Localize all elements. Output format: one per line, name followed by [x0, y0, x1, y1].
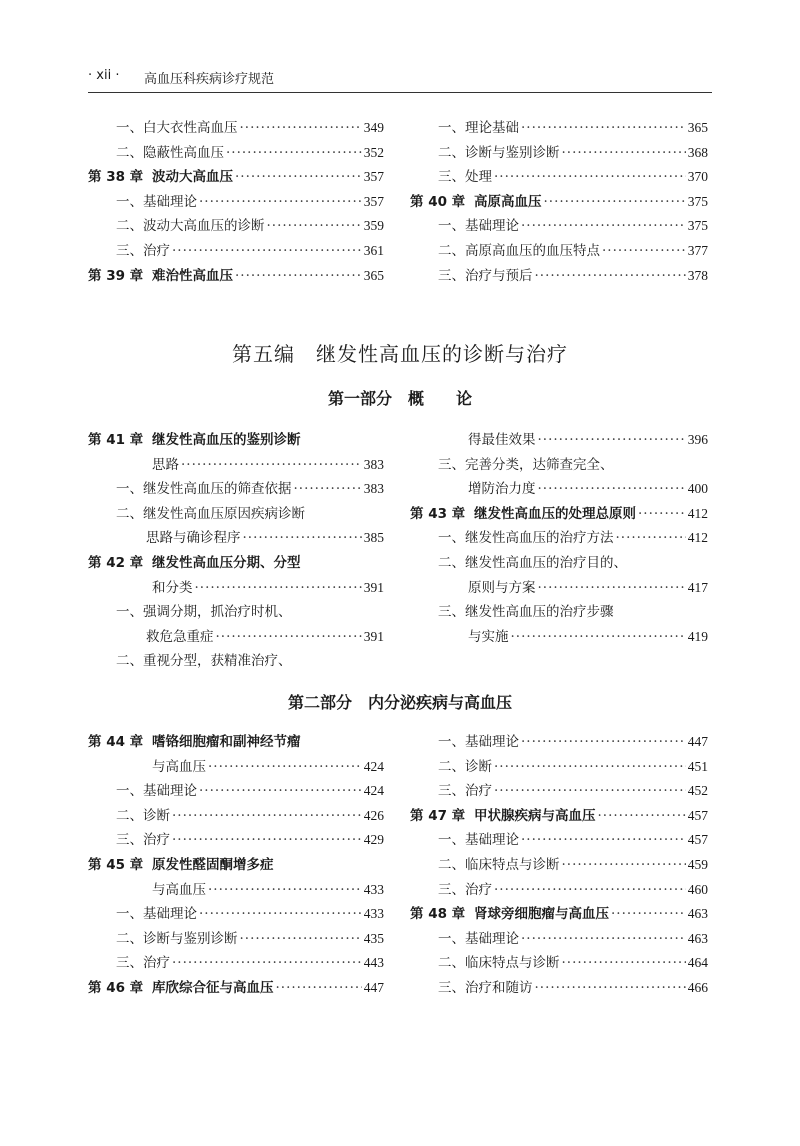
- toc-entry-label: 三、治疗和随访: [438, 980, 533, 996]
- toc-entry-label: 一、基础理论: [116, 193, 197, 210]
- page-number: 433: [363, 906, 384, 922]
- chapter-title: 继发性高血压的处理总原则: [474, 505, 636, 522]
- chapter-title: 肾球旁细胞瘤与高血压: [474, 906, 609, 923]
- toc-entry-label: [88, 264, 233, 288]
- dot-leader: [172, 828, 362, 852]
- toc-entry-label: 一、强调分期，抓治疗时机、: [116, 604, 292, 621]
- toc-section-entry[interactable]: [438, 779, 708, 803]
- toc-section-entry[interactable]: [152, 453, 384, 477]
- toc-entry-label: [88, 551, 301, 575]
- dot-leader: [172, 804, 362, 828]
- toc-entry-label: 三、处理: [438, 169, 492, 186]
- toc-section-entry[interactable]: [116, 214, 384, 238]
- toc-chapter-entry[interactable]: [88, 730, 384, 754]
- toc-entry-label: 一、基础理论: [438, 832, 519, 849]
- toc-entry-label: 二、诊断: [438, 758, 492, 775]
- chapter-number: 第 41 章: [88, 432, 144, 448]
- toc-entry-label: 二、继发性高血压的治疗目的、: [438, 555, 627, 571]
- dot-leader: [294, 477, 362, 501]
- chapter-title: 库欣综合征与高血压: [152, 980, 274, 996]
- toc-section-entry[interactable]: [146, 526, 384, 550]
- toc-section-entry[interactable]: [116, 828, 384, 852]
- toc-section-entry[interactable]: [116, 927, 384, 951]
- toc-section-entry[interactable]: [468, 428, 708, 452]
- dot-leader: [267, 214, 362, 238]
- page-number: 429: [363, 832, 384, 848]
- toc-chapter-entry[interactable]: [88, 428, 384, 452]
- page-number: 457: [687, 807, 708, 823]
- chapter-title: 嗜铬细胞瘤和副神经节瘤: [152, 734, 301, 750]
- toc-entry-label: 一、基础理论: [116, 906, 197, 923]
- chapter-title: 难治性高血压: [152, 267, 233, 284]
- toc-section-entry[interactable]: [438, 755, 708, 779]
- dot-leader: [208, 878, 362, 902]
- toc-entry-label: 二、继发性高血压原因疾病诊断: [116, 505, 305, 522]
- toc-chapter-entry[interactable]: [410, 902, 708, 926]
- toc-section-entry[interactable]: [116, 190, 384, 214]
- toc-entry-label: [410, 502, 636, 526]
- page-number: 375: [687, 218, 708, 234]
- dot-leader: [521, 116, 686, 140]
- page-number: 412: [687, 530, 708, 546]
- toc-section-entry[interactable]: [116, 951, 384, 975]
- toc-entry-label: [88, 165, 233, 189]
- chapter-number: 第 47 章: [410, 807, 466, 824]
- dot-leader: [562, 853, 686, 877]
- chapter-number: 第 46 章: [88, 980, 144, 996]
- toc-entry-label: 三、完善分类，达筛查完全、: [438, 456, 614, 473]
- toc-entry-label: 与高血压: [152, 758, 206, 775]
- dot-leader: [494, 165, 686, 189]
- toc-section-entry[interactable]: [438, 116, 708, 140]
- toc-section-entry[interactable]: [438, 927, 708, 951]
- page-number: 391: [363, 628, 384, 644]
- chapter-number: 第 45 章: [88, 857, 144, 873]
- page-number: 459: [687, 857, 708, 872]
- toc-entry-label: 二、高原高血压的血压特点: [438, 243, 600, 259]
- toc-section-entry[interactable]: [438, 165, 708, 189]
- toc-section-entry[interactable]: [438, 141, 708, 165]
- chapter-title: 高原高血压: [474, 193, 542, 210]
- page-number: 466: [687, 980, 708, 995]
- toc-entry-label: [410, 902, 609, 926]
- dot-leader: [538, 477, 686, 501]
- toc-entry-label: 一、基础理论: [116, 783, 197, 800]
- dot-leader: [598, 804, 686, 828]
- dot-leader: [181, 453, 362, 477]
- page-number: 378: [687, 267, 708, 283]
- toc-section-entry[interactable]: [116, 649, 384, 673]
- toc-entry-label: 三、治疗: [116, 955, 170, 972]
- dot-leader: [199, 902, 362, 926]
- toc-entry-label: 三、治疗: [116, 243, 170, 259]
- toc-section-entry[interactable]: [116, 116, 384, 140]
- dot-leader: [616, 526, 686, 550]
- toc-entry-label: 二、波动大高血压的诊断: [116, 218, 265, 235]
- toc-entry-label: 二、诊断与鉴别诊断: [116, 930, 238, 947]
- dot-leader: [226, 141, 362, 165]
- page-number: 383: [363, 456, 384, 472]
- page-number: 365: [363, 267, 384, 283]
- page-number: 447: [687, 734, 708, 749]
- toc-section-entry[interactable]: [438, 526, 708, 550]
- dot-leader: [172, 951, 362, 975]
- dot-leader: [521, 214, 686, 238]
- toc-entry-label: 二、隐蔽性高血压: [116, 144, 224, 161]
- page-number: 365: [687, 120, 708, 135]
- dot-leader: [195, 576, 362, 600]
- chapter-title: 继发性高血压分期、分型: [152, 555, 301, 571]
- page-number: 443: [363, 955, 384, 971]
- toc-entry-label: 思路与确诊程序: [146, 530, 241, 547]
- toc-chapter-entry[interactable]: [88, 264, 384, 288]
- toc-section-entry[interactable]: [468, 576, 708, 600]
- toc-section-entry[interactable]: [116, 600, 384, 624]
- dot-leader: [243, 526, 362, 550]
- dot-leader: [602, 239, 686, 263]
- part1-title: 第一部分 概 论: [327, 389, 472, 408]
- dot-leader: [538, 428, 686, 452]
- toc-entry-label: [410, 804, 596, 828]
- page-number: 357: [363, 193, 384, 209]
- dot-leader: [240, 927, 362, 951]
- page-number: 451: [687, 758, 708, 774]
- toc-entry-label: 一、基础理论: [438, 930, 519, 947]
- toc-section-entry[interactable]: [116, 502, 384, 526]
- page-number: 463: [687, 930, 708, 946]
- dot-leader: [544, 190, 686, 214]
- page-number: 457: [687, 832, 708, 848]
- dot-leader: [538, 576, 686, 600]
- page-number: 464: [687, 955, 708, 971]
- chapter-number: 第 48 章: [410, 906, 466, 923]
- dot-leader: [535, 976, 686, 1000]
- toc-section-entry[interactable]: [438, 951, 708, 975]
- chapter-number: 第 40 章: [410, 193, 466, 210]
- page-number: 352: [363, 144, 384, 160]
- toc-entry-label: 二、重视分型，获精准治疗、: [116, 653, 292, 670]
- page-number: 460: [687, 881, 708, 897]
- toc-entry-label: 二、临床特点与诊断: [438, 955, 560, 972]
- part2-title: 第二部分 内分泌疾病与高血压: [287, 693, 512, 712]
- page-number: 433: [363, 881, 384, 897]
- page-number: 424: [363, 758, 384, 774]
- page-number: 412: [687, 505, 708, 521]
- page-number: 375: [687, 193, 708, 209]
- toc-section-entry[interactable]: [152, 878, 384, 902]
- toc-section-entry[interactable]: [468, 625, 708, 649]
- toc-entry-label: 一、继发性高血压的筛查依据: [116, 481, 292, 498]
- chapter-number: 第 44 章: [88, 734, 144, 750]
- toc-entry-label: 一、继发性高血压的治疗方法: [438, 530, 614, 547]
- toc-section-entry[interactable]: [468, 477, 708, 501]
- toc-entry-label: 一、理论基础: [438, 120, 519, 136]
- dot-leader: [494, 755, 686, 779]
- toc-chapter-entry[interactable]: [88, 976, 384, 1000]
- toc-section-entry[interactable]: [438, 828, 708, 852]
- toc-section-entry[interactable]: [438, 730, 708, 754]
- page-number: 349: [363, 120, 384, 135]
- dot-leader: [216, 625, 362, 649]
- dot-leader: [235, 165, 362, 189]
- toc-chapter-entry[interactable]: [88, 853, 384, 877]
- toc-section-entry[interactable]: [146, 625, 384, 649]
- toc-section-entry[interactable]: [438, 878, 708, 902]
- dot-leader: [521, 927, 686, 951]
- page-number: 377: [687, 243, 708, 258]
- chapter-number: 第 39 章: [88, 267, 144, 284]
- page-number: 426: [363, 807, 384, 823]
- page-number: 424: [363, 783, 384, 799]
- toc-section-entry[interactable]: [116, 141, 384, 165]
- page-number: 368: [687, 144, 708, 160]
- page-number: 400: [687, 481, 708, 497]
- toc-entry-label: 与高血压: [152, 881, 206, 898]
- toc-chapter-entry[interactable]: [410, 190, 708, 214]
- dot-leader: [240, 116, 362, 140]
- toc-entry-label: 与实施: [468, 628, 509, 645]
- toc-section-entry[interactable]: [438, 976, 708, 1000]
- toc-chapter-entry[interactable]: [88, 165, 384, 189]
- page-number: 396: [687, 432, 708, 447]
- dot-leader: [562, 951, 686, 975]
- page-header: [88, 64, 712, 93]
- toc-section-entry[interactable]: [116, 239, 384, 263]
- toc-section-entry[interactable]: [438, 551, 708, 575]
- dot-leader: [494, 779, 686, 803]
- chapter-number: 第 43 章: [410, 505, 466, 522]
- dot-leader: [611, 902, 686, 926]
- page-number: 447: [363, 980, 384, 995]
- chapter-title: 继发性高血压的鉴别诊断: [152, 432, 301, 448]
- toc-entry-label: 一、基础理论: [438, 734, 519, 750]
- page-number: 435: [363, 930, 384, 946]
- page-number: 385: [363, 530, 384, 546]
- toc-section-entry[interactable]: [438, 264, 708, 288]
- page-number: 452: [687, 783, 708, 799]
- dot-leader: [208, 755, 362, 779]
- dot-leader: [172, 239, 362, 263]
- page-number: 359: [363, 218, 384, 234]
- page-number: 357: [363, 169, 384, 185]
- toc-entry-label: 原则与方案: [468, 579, 536, 596]
- dot-leader: [235, 264, 362, 288]
- page-number: 463: [687, 906, 708, 922]
- page-number: 419: [687, 628, 708, 644]
- toc-entry-label: [410, 190, 542, 214]
- toc-chapter-entry[interactable]: [410, 804, 708, 828]
- dot-leader: [521, 730, 686, 754]
- page-number: 417: [687, 579, 708, 595]
- toc-section-entry[interactable]: [438, 600, 708, 624]
- toc-section-entry[interactable]: [152, 576, 384, 600]
- section-title: 第五编 继发性高血压的诊断与治疗: [232, 342, 568, 366]
- toc-section-entry[interactable]: [116, 902, 384, 926]
- page-number: 391: [363, 579, 384, 595]
- toc-entry-label: 一、白大衣性高血压: [116, 120, 238, 136]
- dot-leader: [199, 779, 362, 803]
- dot-leader: [562, 141, 686, 165]
- toc-entry-label: 一、基础理论: [438, 218, 519, 235]
- toc-entry-label: 增防治力度: [468, 481, 536, 498]
- page-number: 383: [363, 481, 384, 497]
- toc-entry-label: 三、继发性高血压的治疗步骤: [438, 604, 614, 621]
- toc-entry-label: 三、治疗: [438, 881, 492, 898]
- dot-leader: [638, 502, 686, 526]
- toc-section-entry[interactable]: [116, 779, 384, 803]
- toc-entry-label: 三、治疗: [116, 832, 170, 849]
- toc-entry-label: 和分类: [152, 579, 193, 596]
- page-number-roman: · xii ·: [88, 68, 120, 83]
- toc-entry-label: 三、治疗: [438, 783, 492, 800]
- toc-section-entry[interactable]: [116, 477, 384, 501]
- toc-entry-label: 二、诊断与鉴别诊断: [438, 144, 560, 161]
- toc-entry-label: [88, 428, 301, 452]
- chapter-number: 第 42 章: [88, 555, 144, 571]
- toc-section-entry[interactable]: [438, 853, 708, 877]
- toc-entry-label: [88, 730, 301, 754]
- toc-chapter-entry[interactable]: [410, 502, 708, 526]
- toc-entry-label: [88, 853, 274, 877]
- chapter-number: 第 38 章: [88, 169, 144, 186]
- toc-section-entry[interactable]: [438, 214, 708, 238]
- dot-leader: [511, 625, 686, 649]
- toc-entry-label: 思路: [152, 456, 179, 473]
- dot-leader: [199, 190, 362, 214]
- toc-entry-label: 三、治疗与预后: [438, 267, 533, 284]
- chapter-title: 波动大高血压: [152, 169, 233, 186]
- toc-entry-label: [88, 976, 274, 1000]
- dot-leader: [521, 828, 686, 852]
- chapter-title: 原发性醛固酮增多症: [152, 857, 274, 873]
- toc-chapter-entry[interactable]: [88, 551, 384, 575]
- running-title: 高血压科疾病诊疗规范: [144, 72, 275, 87]
- toc-entry-label: 救危急重症: [146, 628, 214, 645]
- dot-leader: [276, 976, 362, 1000]
- toc-section-entry[interactable]: [438, 453, 708, 477]
- chapter-title: 甲状腺疾病与高血压: [474, 807, 596, 824]
- page-number: 370: [687, 169, 708, 185]
- toc-section-entry[interactable]: [116, 804, 384, 828]
- toc-section-entry[interactable]: [152, 755, 384, 779]
- dot-leader: [535, 264, 686, 288]
- toc-entry-label: 得最佳效果: [468, 432, 536, 448]
- page-number: 361: [363, 243, 384, 258]
- toc-entry-label: 二、诊断: [116, 807, 170, 824]
- dot-leader: [494, 878, 686, 902]
- toc-section-entry[interactable]: [438, 239, 708, 263]
- toc-entry-label: 二、临床特点与诊断: [438, 857, 560, 873]
